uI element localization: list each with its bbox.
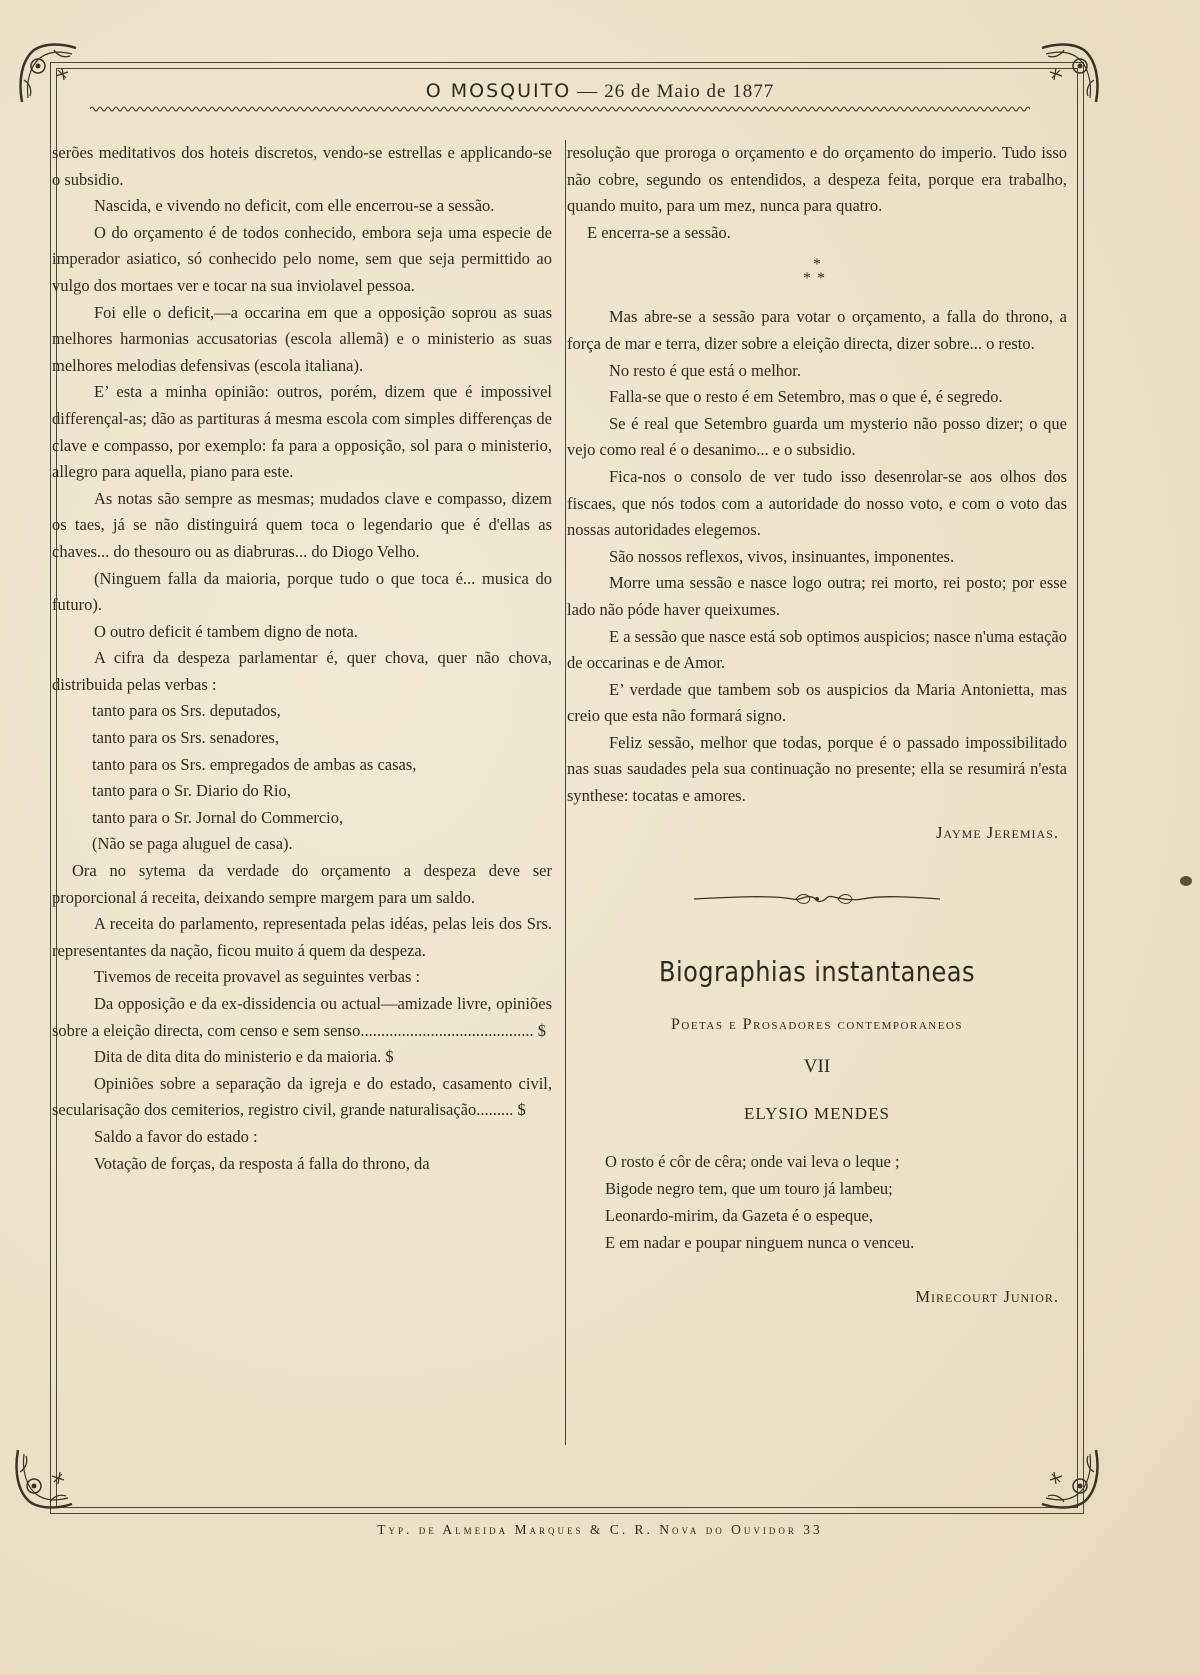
paragraph: A cifra da despeza parlamentar é, quer chova, quer não chova, distribuida pelas verbas : [52, 648, 552, 694]
masthead [0, 80, 1200, 103]
paragraph: Morre uma sessão e nasce logo outra; rei morto, rei posto; por esse lado não póde haver queixumes. [567, 573, 1067, 619]
paragraph: Da opposição e da ex-dissidencia ou actual—amizade livre, opiniões sobre a eleição directa, com censo e sem senso.......................................... $ [52, 994, 552, 1040]
paragraph: Saldo a favor do estado : [94, 1126, 258, 1146]
right-column-top [567, 140, 1067, 246]
paragraph: (Não se paga aluguel de casa). [92, 834, 293, 854]
header-wavy-rule [90, 104, 1030, 114]
verse-line: E em nadar e poupar ninguem nunca o venceu. [605, 1232, 915, 1252]
column-divider [565, 140, 566, 1445]
paragraph: Votação de forças, da resposta á falla do throno, da [94, 1153, 430, 1173]
paragraph: serões meditativos dos hoteis discretos, vendo-se estrellas e applicando-se o subsidio. [52, 143, 552, 189]
printer-footer: Typ. de Almeida Marques & C. R. Nova do Ouvidor 33 [377, 1522, 823, 1537]
paragraph: Ora no sytema da verdade do orçamento a despeza deve ser proporcional á receita, deixando sempre margem para um saldo. [52, 861, 552, 907]
paragraph: tanto para os Srs. senadores, [92, 728, 279, 748]
paragraph: Foi elle o deficit,—a occarina em que a opposição soprou as suas melhores harmonias accusatorias (escola allemã) e o ministerio as suas melhores melodias defensivas (escola italiana). [52, 302, 552, 375]
paragraph: Opiniões sobre a separação da igreja e do estado, casamento civil, secularisação dos cemiterios, registro civil, grande naturalisação......... $ [52, 1073, 552, 1120]
asterism: * ** [803, 256, 831, 288]
paragraph: resolução que proroga o orçamento e do orçamento do imperio. Tudo isso não cobre, segundo os entendidos, a despeza feita, porque era trabalho, quando muito, para um mez, nunca para quatro. [567, 143, 1067, 216]
paragraph: Tivemos de receita provavel as seguintes verbas : [94, 967, 421, 987]
verse-line: Bigode negro tem, que um touro já lambeu; [605, 1178, 893, 1198]
paragraph: tanto para o Sr. Jornal do Commercio, [92, 807, 344, 827]
paragraph: tanto para os Srs. deputados, [92, 701, 281, 721]
paragraph: E a sessão que nasce está sob optimos auspicios; nasce n'uma estação de occarinas e de Amor. [567, 626, 1067, 673]
paragraph: Se é real que Setembro guarda um mysterio não posso dizer; o que vejo como real é o desanimo... e o subsidio. [567, 413, 1067, 460]
paragraph: Fica-nos o consolo de ver tudo isso desenrolar-se aos olhos dos fiscaes, que nós todos com a autoridade do nosso voto, e com o voto das nossas autoridades elegemos. [567, 466, 1067, 540]
paragraph: Falla-se que o resto é em Setembro, mas o que é, é segredo. [609, 387, 1003, 407]
bio-subtitle: Poetas e Prosadores contemporaneos [671, 1015, 963, 1033]
paragraph: E’ esta a minha opinião: outros, porém, dizem que é impossivel differençal-as; dão as partituras á mesma escola com simples differenças de clave e compasso, por exemplo: fa para a opposição, sol para o ministerio, allegro para aquella, piano para este. [52, 382, 552, 482]
paragraph: E’ verdade que tambem sob os auspicios da Maria Antonietta, mas creio que esta não formará signo. [567, 679, 1067, 726]
ink-stain [1180, 876, 1192, 886]
flourish-divider-icon [692, 891, 942, 907]
paragraph: As notas são sempre as mesmas; mudados clave e compasso, dizem os taes, já se não distinguirá quem toca o legendario que é d'ellas as chaves... do thesouro ou as diabruras... do Diogo Velho. [52, 488, 552, 561]
paragraph: E encerra-se a sessão. [587, 222, 731, 242]
bio-section-title: Biographias instantaneas [659, 955, 975, 989]
bio-name: ELYSIO MENDES [744, 1104, 890, 1124]
paragraph: Nascida, e vivendo no deficit, com elle encerrou-se a sessão. [94, 196, 495, 216]
paragraph: tanto para o Sr. Diario do Rio, [92, 781, 291, 801]
corner-ornament-icon [1034, 1442, 1104, 1512]
paragraph: No resto é que está o melhor. [609, 360, 801, 380]
paragraph: Feliz sessão, melhor que todas, porque é o passado impossibilitado nas suas saudades pela sua continuação no presente; ella se resumirá n'esta synthese: tocatas e amores. [567, 732, 1067, 806]
verse-line: Leonardo-mirim, da Gazeta é o espeque, [605, 1205, 874, 1225]
masthead-date: 26 de Maio de 1877 [604, 81, 775, 102]
masthead-title: O MOSQUITO [425, 80, 572, 102]
paragraph: O do orçamento é de todos conhecido, embora seja uma especie de imperador asiatico, só conhecido pelo nome, sem que seja permittido ao vulgo dos mortaes ver e tocar na sua inviolavel pessoa. [52, 222, 552, 295]
paragraph: Mas abre-se a sessão para votar o orçamento, a falla do throno, a força de mar e terra, dizer sobre a eleição directa, dizer sobre... o resto. [567, 307, 1067, 353]
paragraph: A receita do parlamento, representada pelas idéas, pelas leis dos Srs. representantes da nação, ficou muito á quem da despeza. [52, 914, 552, 960]
bio-number: VII [803, 1056, 831, 1078]
signature-jayme: Jayme Jeremias. [936, 822, 1059, 842]
right-column [567, 140, 1067, 1310]
bio-verse [567, 1148, 1067, 1256]
paragraph: (Ninguem falla da maioria, porque tudo o que toca é... musica do futuro). [52, 568, 552, 615]
right-column-mid [567, 304, 1067, 809]
paragraph: tanto para os Srs. empregados de ambas as casas, [92, 754, 417, 774]
left-column [52, 140, 552, 1177]
paragraph: O outro deficit é tambem digno de nota. [94, 621, 358, 641]
verse-line: O rosto é côr de cêra; onde vai leva o leque ; [605, 1151, 900, 1171]
signature-mirecourt: Mirecourt Junior. [915, 1286, 1059, 1306]
corner-ornament-icon [10, 1442, 80, 1512]
masthead-dash: — [577, 80, 599, 102]
paragraph: São nossos reflexos, vivos, insinuantes, imponentes. [609, 546, 955, 566]
paragraph: Dita de dita dita do ministerio e da maioria. $ [94, 1047, 394, 1067]
